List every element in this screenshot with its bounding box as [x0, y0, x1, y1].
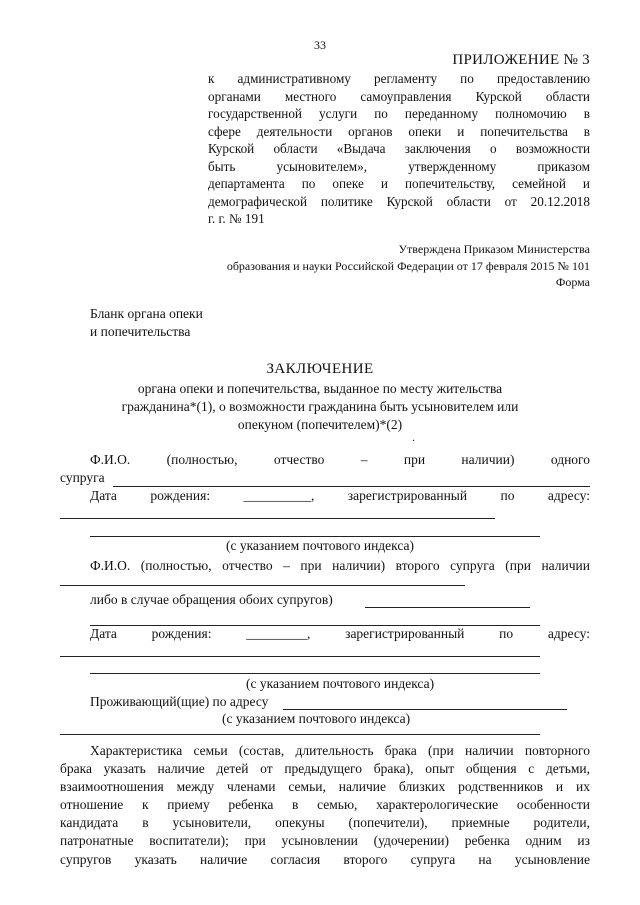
approval-line: образования и науки Российской Федерации от 17 февраля 2015 № 101 [226, 258, 590, 273]
characteristics-line: патронатные воспитатели); при усыновлении (удочерении) ребенка одним из [60, 833, 590, 849]
appendix-line: государственной услуги по переданному полномочию в [208, 106, 590, 121]
residing-address-field[interactable] [283, 709, 567, 710]
spouse2-name-field-2[interactable] [365, 607, 530, 608]
document-subtitle [0, 380, 640, 434]
appendix-text [208, 70, 590, 228]
stray-mark: . [412, 430, 415, 444]
appendix-title: ПРИЛОЖЕНИЕ № 3 [452, 52, 590, 68]
form-label: Форма [555, 275, 590, 289]
characteristics-line: взаимоотношения между членами семьи, наличие близких родственников и их [60, 779, 590, 795]
postal-caption: (с указанием почтового индекса) [246, 676, 435, 691]
postal-caption: (с указанием почтового индекса) [222, 711, 411, 726]
blank-line: и попечительства [90, 324, 191, 339]
characteristics-line: отношение к приему ребенка в семью, характерологические особенности [60, 797, 590, 813]
page-number: 33 [314, 38, 326, 52]
dob2-text: Дата рождения: _________, зарегистрированный по адресу: [90, 626, 590, 641]
document-title: ЗАКЛЮЧЕНИЕ [266, 361, 374, 377]
spouse1-name-field[interactable] [113, 486, 590, 487]
characteristics-line: кандидата в усыновители, опекуны (попечители), приемные родители, [60, 815, 590, 831]
residing-address-field-2[interactable] [60, 734, 540, 735]
appendix-line: г. г. № 191 [208, 211, 265, 226]
dob1-label [90, 488, 590, 504]
residing-label: Проживающий(щие) по адресу [90, 694, 269, 709]
appendix-line: сфере деятельности органов опеки и попечительства в [208, 123, 590, 139]
dob1-text: Дата рождения: __________, зарегистрированный по адресу: [90, 488, 590, 503]
address2-field-2[interactable] [90, 673, 540, 674]
blank-line: Бланк органа опеки [90, 306, 203, 321]
spouse1-label: супруга [60, 470, 105, 485]
spouse2-name-field[interactable] [60, 585, 465, 586]
appendix-line: быть усыновителем», утвержденному приказом [208, 158, 590, 174]
family-characteristics [60, 742, 590, 869]
appendix-line: Курской области «Выдача заключения о возможности [208, 141, 590, 156]
authority-blank [90, 305, 203, 341]
address1-field-2[interactable] [90, 536, 540, 537]
approval-note [227, 241, 590, 291]
appendix-line: органами местного самоуправления Курской области [208, 88, 590, 104]
spouse1-name-label [90, 452, 590, 468]
appendix-line: департамента по опеке и попечительству, семейной и [208, 176, 590, 191]
address1-field[interactable] [60, 518, 495, 519]
characteristics-line: брака указать наличие детей от предыдущего брака), опыт общения с детьми, [60, 761, 590, 777]
both-spouses-label: либо в случае обращения обоих супругов) [90, 592, 333, 607]
characteristics-line: супругов указать наличие согласия второго супруга на усыновление [60, 851, 590, 867]
spouse2-name-text: Ф.И.О. (полностью, отчество – при наличии) второго супруга (при наличии [90, 558, 590, 573]
address2-field[interactable] [60, 656, 540, 657]
postal-caption: (с указанием почтового индекса) [225, 538, 415, 553]
subtitle-line: органа опеки и попечительства, выданное по месту жительства [137, 381, 503, 396]
spouse2-name-label [90, 558, 590, 574]
subtitle-line: опекуном (попечителем)*(2) [237, 417, 403, 432]
approval-line: Утверждена Приказом Министерства [398, 242, 590, 256]
subtitle-line: гражданина*(1), о возможности гражданина быть усыновителем или [121, 399, 519, 414]
dob2-label [90, 626, 590, 642]
appendix-line: к административному регламенту по предоставлению [208, 71, 590, 86]
characteristics-line: Характеристика семьи (состав, длительность брака (при наличии повторного [90, 743, 590, 758]
appendix-line: демографической политике Курской области от 20.12.2018 [208, 193, 590, 209]
spouse1-name-text: Ф.И.О. (полностью, отчество – при наличии) одного [90, 452, 590, 467]
